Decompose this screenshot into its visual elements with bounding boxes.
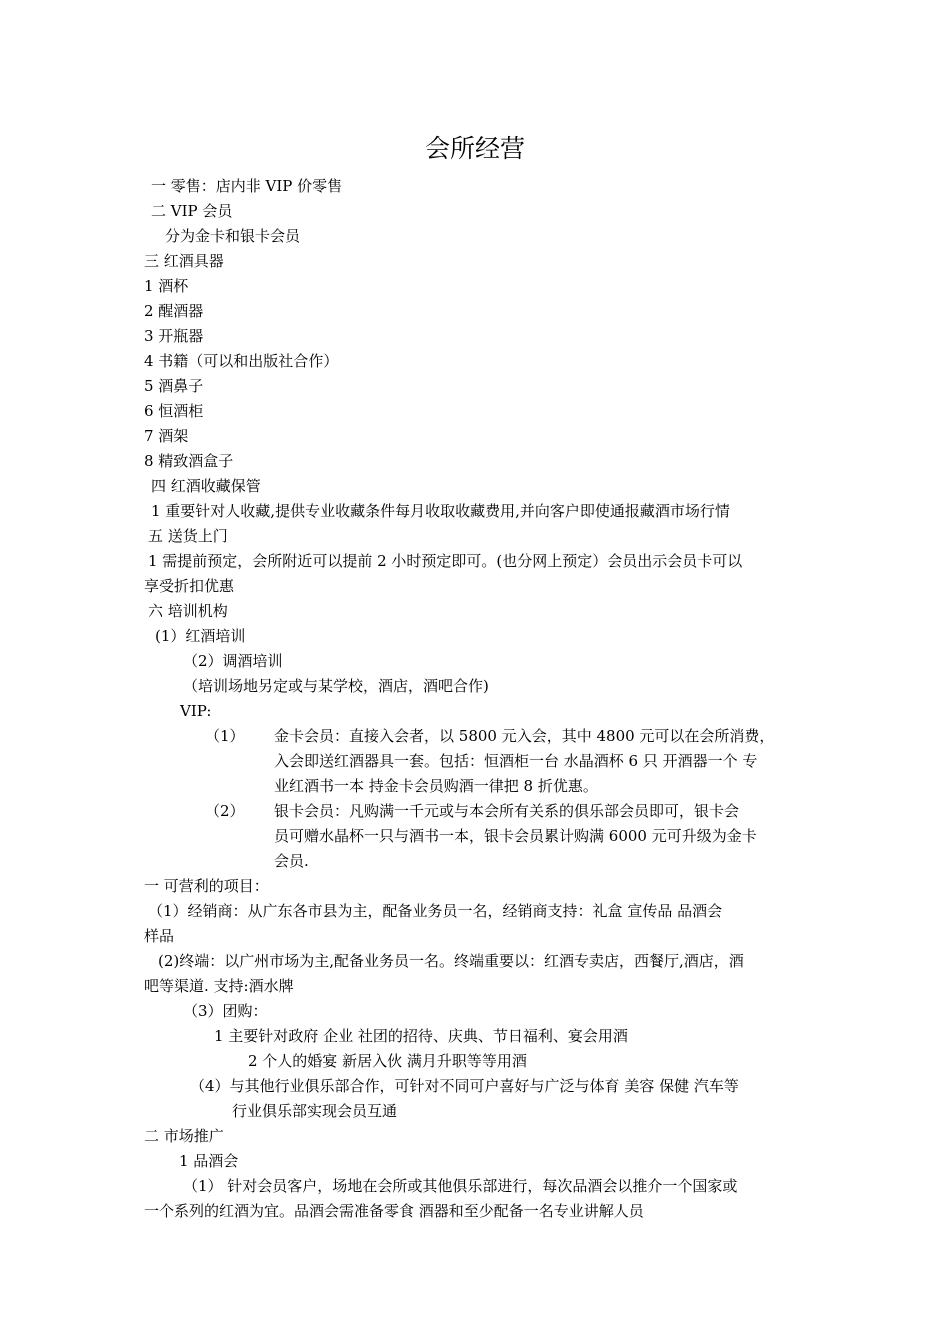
- text-line: 吧等渠道. 支持:酒水牌: [144, 977, 294, 995]
- text-line: 1 重要针对人收藏,提供专业收藏条件每月收取收藏费用,并向客户即使通报藏酒市场行情: [151, 502, 730, 520]
- text-line: 1 需提前预定，会所附近可以提前 2 小时预定即可。(也分网上预定）会员出示会员卡可以: [148, 552, 743, 570]
- text-line: 1 酒杯: [144, 277, 189, 295]
- text-line: 4 书籍（可以和出版社合作）: [144, 352, 339, 370]
- text-line: （1）经销商：从广东各市县为主，配备业务员一名，经销商支持：礼盒 宣传品 品酒会: [148, 902, 723, 920]
- text-line: 三 红酒具器: [144, 252, 224, 270]
- text-line: 分为金卡和银卡会员: [165, 227, 301, 245]
- text-line: 六 培训机构: [148, 602, 228, 620]
- text-line: 2 醒酒器: [144, 302, 204, 320]
- text-line: 五 送货上门: [148, 527, 228, 545]
- text-line: 7 酒架: [144, 427, 189, 445]
- text-line: 1 主要针对政府 企业 社团的招待、庆典、节日福利、宴会用酒: [214, 1027, 628, 1045]
- text-line: 一 可营利的项目：: [144, 877, 269, 895]
- text-line: (1）红酒培训: [155, 627, 246, 645]
- text-line: （2）调酒培训: [183, 652, 283, 670]
- text-line: （1） 针对会员客户，场地在会所或其他俱乐部进行，每次品酒会以推介一个国家或: [183, 1177, 738, 1195]
- text-line: 享受折扣优惠: [144, 577, 235, 595]
- vip-item-line: 金卡会员：直接入会者，以 5800 元入会，其中 4800 元可以在会所消费，: [274, 727, 775, 745]
- text-line: 1 品酒会: [179, 1152, 239, 1170]
- vip-item-number: （2）: [205, 802, 245, 820]
- text-line: 2 个人的婚宴 新居入伙 满月升职等等用酒: [248, 1052, 527, 1070]
- text-line: 样品: [144, 927, 175, 945]
- vip-item-line: 会员.: [274, 852, 309, 870]
- text-line: VIP:: [180, 702, 212, 720]
- document-title: 会所经营: [424, 134, 525, 163]
- vip-item-line: 业红酒书一本 持金卡会员购酒一律把 8 折优惠。: [274, 777, 598, 795]
- text-line: 8 精致酒盒子: [144, 452, 234, 470]
- vip-item-line: 员可赠水晶杯一只与酒书一本，银卡会员累计购满 6000 元可升级为金卡: [274, 827, 757, 845]
- text-line: 5 酒鼻子: [144, 377, 204, 395]
- text-line: 四 红酒收藏保管: [151, 477, 261, 495]
- text-line: （4）与其他行业俱乐部合作，可针对不同可户喜好与广泛与体育 美容 保健 汽车等: [190, 1077, 739, 1095]
- text-line: 6 恒酒柜: [144, 402, 204, 420]
- text-line: （3）团购：: [183, 1002, 268, 1020]
- text-line: 二 VIP 会员: [151, 202, 233, 220]
- text-line: 一 零售：店内非 VIP 价零售: [151, 177, 343, 195]
- text-line: （培训场地另定或与某学校，酒店，酒吧合作): [183, 677, 489, 695]
- vip-item-line: 银卡会员：凡购满一千元或与本会所有关系的俱乐部会员即可，银卡会: [274, 802, 740, 820]
- vip-item-number: （1）: [205, 727, 245, 745]
- vip-item-line: 入会即送红酒器具一套。包括：恒酒柜一台 水晶酒杯 6 只 开酒器一个 专: [274, 752, 758, 770]
- text-line: 行业俱乐部实现会员互通: [232, 1102, 398, 1120]
- text-line: (2)终端：以广州市场为主,配备业务员一名。终端重要以：红酒专卖店，西餐厅,酒店，酒: [158, 952, 744, 970]
- text-line: 二 市场推广: [144, 1127, 224, 1145]
- text-line: 一个系列的红酒为宜。品酒会需准备零食 酒器和至少配备一名专业讲解人员: [144, 1202, 644, 1220]
- text-line: 3 开瓶器: [144, 327, 204, 345]
